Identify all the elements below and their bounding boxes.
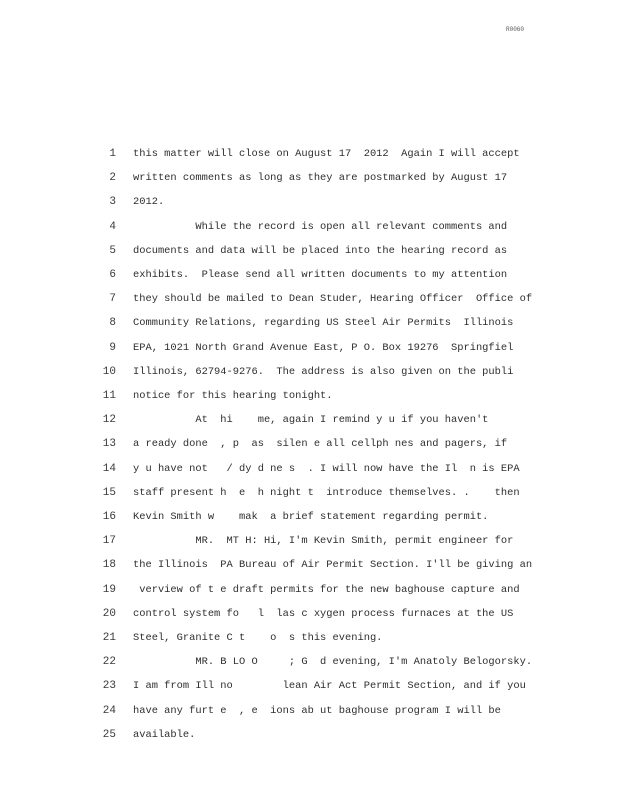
line-text: At hi me, again I remind y u if you haven't (133, 414, 489, 427)
line-number: 16 (102, 511, 116, 523)
line-number: 18 (102, 559, 116, 572)
line-number: 20 (102, 607, 116, 620)
transcript-line (0, 674, 618, 698)
line-text: Community Relations, regarding US Steel Air Permits Illinois (133, 317, 514, 330)
line-number: 1 (109, 148, 116, 160)
line-text: MR. B LO O ; G d evening, I'm Anatoly Belogorsky. (133, 656, 533, 669)
line-text: written comments as long as they are postmarked by August 17 (133, 172, 508, 185)
line-text: Steel, Granite C t o s this evening. (133, 632, 383, 644)
transcript-line (0, 650, 618, 674)
transcript-line (0, 602, 618, 626)
line-number: 2 (109, 172, 116, 185)
transcript-line (0, 408, 618, 432)
line-text: 2012. (133, 196, 165, 209)
transcript-line (0, 336, 618, 360)
line-text: verview of t e draft permits for the new baghouse capture and (133, 583, 520, 596)
line-text: Kevin Smith w mak a brief statement regarding permit. (133, 511, 489, 523)
transcript-line (0, 626, 618, 650)
line-number: 8 (109, 317, 116, 330)
line-number: 14 (102, 462, 116, 475)
line-number: 6 (109, 269, 116, 281)
line-number: 19 (102, 583, 116, 596)
transcript-line (0, 481, 618, 505)
line-number: 21 (102, 632, 116, 644)
transcript-line (0, 166, 618, 190)
line-text: the Illinois PA Bureau of Air Permit Section. I'll be giving an (133, 559, 533, 572)
line-number: 23 (102, 680, 116, 693)
transcript-line (0, 723, 618, 747)
line-text: they should be mailed to Dean Studer, Hearing Officer Office of (133, 293, 533, 306)
line-text: this matter will close on August 17 2012 Again I will accept (133, 148, 520, 160)
transcript-line (0, 287, 618, 311)
line-number: 12 (102, 414, 116, 427)
line-number: 5 (109, 244, 116, 257)
transcript-line (0, 190, 618, 214)
line-text: I am from Ill no lean Air Act Permit Section, and if you (133, 680, 526, 693)
transcript-line (0, 699, 618, 723)
line-number: 10 (102, 365, 116, 378)
line-number: 24 (102, 704, 116, 717)
transcript-line (0, 142, 618, 166)
transcript-line (0, 457, 618, 481)
transcript-line (0, 239, 618, 263)
transcript-line (0, 263, 618, 287)
line-text: EPA, 1021 North Grand Avenue East, P O. Box 19276 Springfiel (133, 341, 514, 354)
line-number: 11 (102, 390, 116, 402)
transcript-line (0, 384, 618, 408)
line-number: 3 (109, 196, 116, 209)
transcript-line (0, 578, 618, 602)
line-text: control system fo l las c xygen process furnaces at the US (133, 607, 514, 620)
line-text: y u have not / dy d ne s . I will now have the Il n is EPA (133, 462, 520, 475)
transcript-line (0, 529, 618, 553)
transcript-line (0, 360, 618, 384)
transcript-line (0, 553, 618, 577)
line-number: 9 (109, 341, 116, 354)
line-number: 22 (102, 656, 116, 669)
transcript-line (0, 215, 618, 239)
line-text: exhibits. Please send all written documents to my attention (133, 269, 508, 281)
line-number: 4 (109, 220, 116, 233)
line-text: staff present h e h night t introduce themselves. . then (133, 486, 520, 499)
transcript-line (0, 505, 618, 529)
transcript-line (0, 432, 618, 456)
line-text: a ready done , p as silen e all cellph nes and pagers, if (133, 438, 508, 451)
line-text: have any furt e , e ions ab ut baghouse program I will be (133, 704, 501, 717)
line-text: documents and data will be placed into the hearing record as (133, 244, 508, 257)
line-number: 17 (102, 535, 116, 548)
line-number: 15 (102, 486, 116, 499)
line-number: 25 (102, 728, 116, 741)
line-text: available. (133, 728, 196, 741)
transcript-line (0, 311, 618, 335)
page-stamp: R0060 (506, 26, 525, 33)
line-text: While the record is open all relevant comments and (133, 220, 508, 233)
line-text: Illinois, 62794-9276. The address is also given on the publi (133, 365, 514, 378)
line-number: 13 (102, 438, 116, 451)
line-text: notice for this hearing tonight. (133, 390, 333, 402)
line-text: MR. MT H: Hi, I'm Kevin Smith, permit engineer for (133, 535, 514, 548)
line-number: 7 (109, 293, 116, 306)
